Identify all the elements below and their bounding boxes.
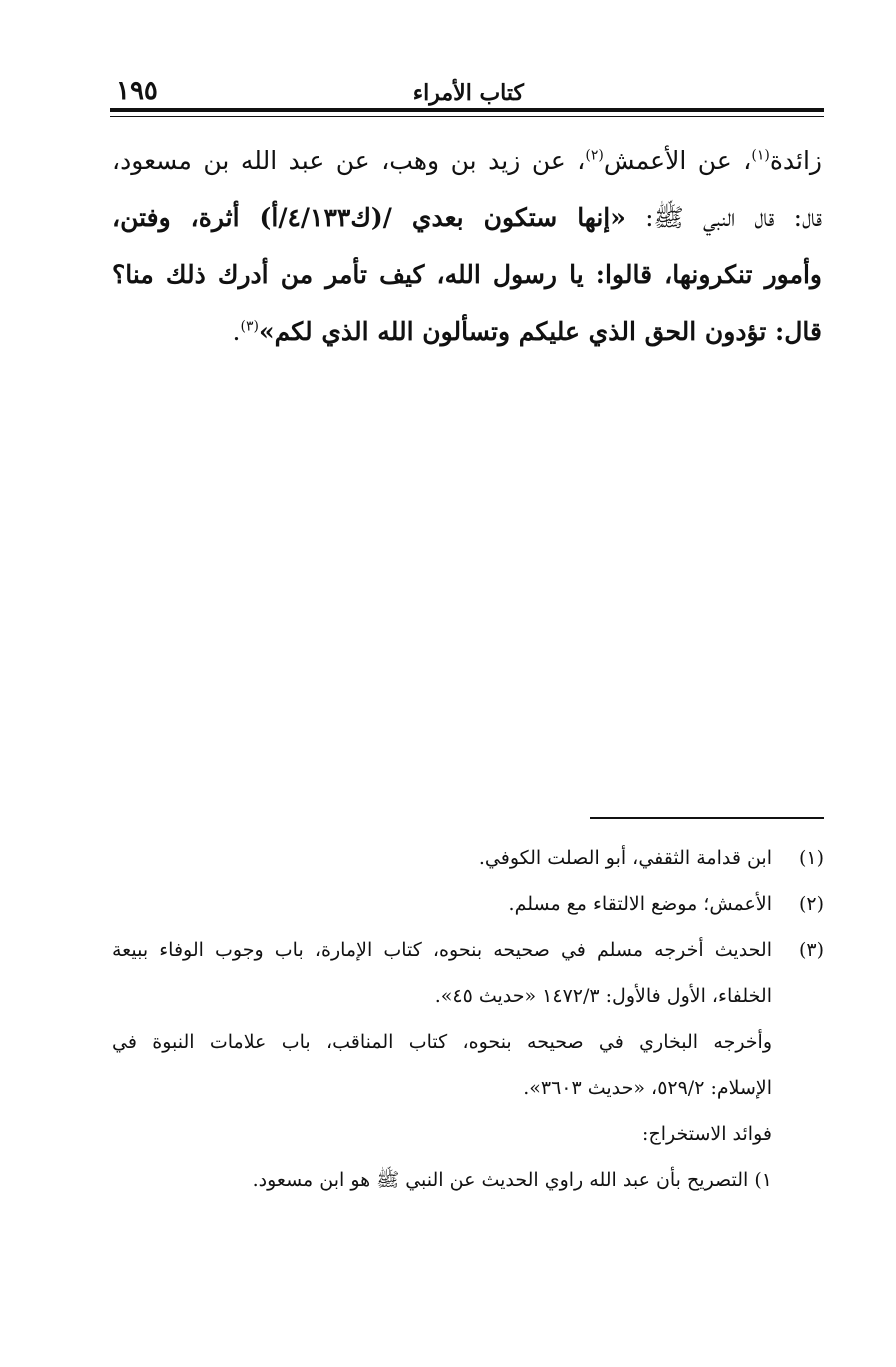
- footnote-3-line-1: الحديث أخرجه مسلم في صحيحه بنحوه، كتاب الإمارة، باب وجوب الوفاء ببيعة: [112, 939, 772, 961]
- footnote-3-line-4: الإسلام: ٥٢٩/٢، «حديث ٣٦٠٣».: [523, 1077, 772, 1099]
- footnote-1-text: ابن قدامة الثقفي، أبو الصلت الكوفي.: [478, 847, 772, 869]
- main-line-2: [112, 189, 822, 246]
- footnote-1: [112, 835, 824, 881]
- main-line-1-part-2: ، عن الأعمش: [603, 146, 752, 175]
- main-line-1: [112, 132, 822, 189]
- header-rule-thick: [110, 108, 824, 112]
- footnotes: [112, 835, 824, 1203]
- main-line-4-end: .: [232, 317, 241, 346]
- footnote-1-number: (١): [798, 847, 824, 869]
- footnote-3-line-3: وأخرجه البخاري في صحيحه بنحوه، كتاب المناقب، باب علامات النبوة في: [112, 1031, 772, 1053]
- page-number: ١٩٥: [116, 76, 158, 106]
- footnote-3: [112, 927, 824, 1203]
- footnote-ref-2[interactable]: (٢): [585, 147, 604, 164]
- main-line-3: وأمور تنكرونها، قالوا: يا رسول الله، كيف تأمر من أدرك ذلك منا؟: [112, 260, 822, 289]
- extraction-benefit-1: ١) التصريح بأن عبد الله راوي الحديث عن النبي ﷺ هو ابن مسعود.: [252, 1169, 772, 1191]
- main-line-1-part-1: زائدة: [769, 146, 822, 175]
- main-line-2-normal: قال: قال النبي ﷺ:: [625, 203, 822, 232]
- chapter-title: كتاب الأمراء: [412, 80, 524, 106]
- footnote-ref-1[interactable]: (١): [751, 147, 770, 164]
- main-line-4: [112, 303, 822, 360]
- footnote-3-line-2: الخلفاء، الأول فالأول: ١٤٧٢/٣ «حديث ٤٥».: [434, 985, 772, 1007]
- footnote-2: [112, 881, 824, 927]
- main-line-1-part-3: ، عن زيد بن وهب، عن عبد الله بن مسعود،: [112, 146, 586, 175]
- footnote-2-number: (٢): [798, 893, 824, 915]
- footnote-separator: [590, 817, 824, 819]
- footnote-ref-3[interactable]: (٣): [240, 318, 259, 335]
- footnote-2-text: الأعمش؛ موضع الالتقاء مع مسلم.: [508, 893, 772, 915]
- footnote-3-number: (٣): [798, 939, 824, 961]
- hadith-text-end: قال: تؤدون الحق الذي عليكم وتسألون الله الذي لكم»: [258, 317, 822, 346]
- main-text: [112, 132, 822, 360]
- extraction-benefits-heading: فوائد الاستخراج:: [642, 1123, 772, 1145]
- header-rule-thin: [110, 116, 824, 117]
- hadith-text-start: «إنها ستكون بعدي /(ك٤/١٣٣/أ) أثرة، وفتن،: [112, 203, 626, 232]
